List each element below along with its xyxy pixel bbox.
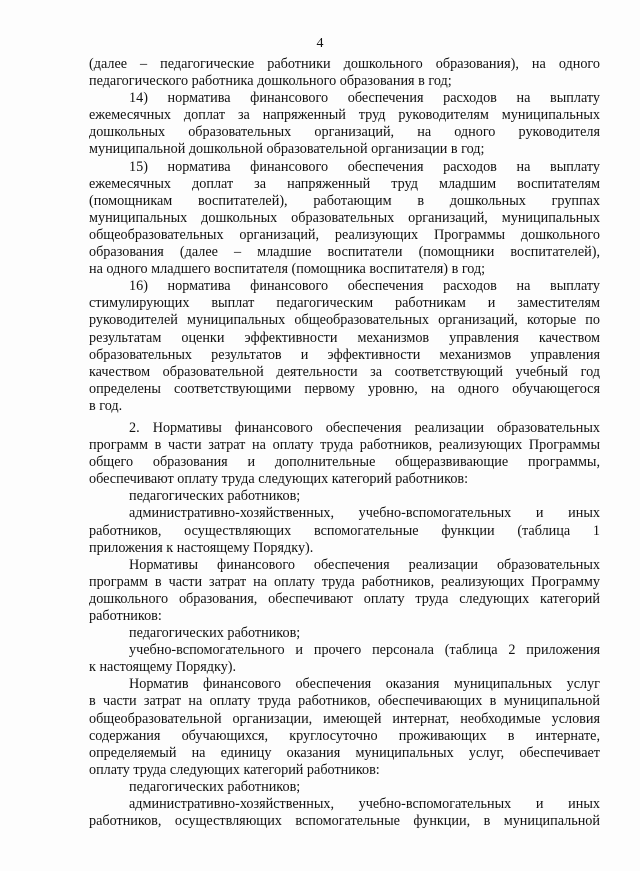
text-line: на одного младшего воспитателя (помощника воспитателя) в год; (89, 261, 486, 278)
text-line: стимулирующих выплат педагогическим работникам и заместителям (89, 295, 600, 312)
text-line: педагогических работников; (129, 778, 301, 795)
text-line: учебно-вспомогательного и прочего персонала (таблица 2 приложения (129, 642, 600, 659)
text-line: образовательных результатов и эффективности механизмов управления (89, 346, 600, 363)
text-line: общеобразовательной организации, имеющей интернат, необходимые условия (89, 710, 600, 727)
text-line: педагогического работника дошкольного образования в год; (89, 73, 452, 90)
text-line: 2. Нормативы финансового обеспечения реализации образовательных (129, 419, 600, 436)
text-line: в части затрат на оплату труда работников, обеспечивающих в муниципальной (89, 693, 600, 710)
text-line: Норматив финансового обеспечения оказания муниципальных услуг (129, 676, 600, 693)
text-line: общеобразовательных организаций, реализующих Программы дошкольного (89, 226, 600, 243)
text-line: обеспечивают оплату труда следующих категорий работников: (89, 471, 469, 488)
text-line: работников, осуществляющих вспомогательные функции, в муниципальной (89, 813, 600, 830)
text-line: программ в части затрат на оплату труда работников, реализующих Программу (89, 573, 600, 590)
text-line: приложения к настоящему Порядку). (89, 539, 314, 556)
text-line: оплату труда следующих категорий работников: (89, 761, 380, 778)
text-line: содержания обучающихся, круглосуточно проживающих в интернате, (89, 727, 600, 744)
text-line: определены соответствующими первому уровню, на одного обучающегося (89, 380, 600, 397)
text-line: педагогических работников; (129, 625, 301, 642)
text-line: административно-хозяйственных, учебно-вспомогательных и иных (129, 505, 600, 522)
text-line: качеством образовательной деятельности за соответствующий учебный год (89, 363, 600, 380)
text-line: дошкольного образования, обеспечивают оплату труда следующих категорий (89, 590, 600, 607)
text-line: муниципальных дошкольных образовательных организаций, муниципальных (89, 209, 600, 226)
text-line: работников, осуществляющих вспомогательные функции (таблица 1 (89, 522, 600, 539)
text-line: (далее – педагогические работники дошкольного образования), на одного (89, 56, 600, 72)
text-line: программ в части затрат на оплату труда работников, реализующих Программы (89, 437, 600, 454)
text-line: общего образования и дополнительные общеразвивающие программы, (89, 454, 600, 471)
text-line: определяемый на единицу оказания муниципальных услуг, обеспечивает (89, 744, 600, 761)
text-line: руководителей муниципальных общеобразовательных организаций, которые по (89, 312, 600, 329)
text-line: 14) норматива финансового обеспечения расходов на выплату (129, 90, 600, 107)
text-line: ежемесячных доплат за напряженный труд руководителям муниципальных (89, 107, 600, 124)
text-line: (помощникам воспитателей), работающим в дошкольных группах (89, 192, 600, 209)
text-line: образования (далее – младшие воспитатели (помощники воспитателей), (89, 244, 600, 261)
text-line: педагогических работников; (129, 488, 301, 505)
text-line: результатам оценки эффективности механизмов управления качеством (89, 329, 600, 346)
document-body (89, 56, 600, 830)
text-line: дошкольных образовательных организаций, на одного руководителя (89, 124, 600, 141)
text-line: муниципальной дошкольной образовательной организации в год; (89, 141, 485, 158)
text-line: ежемесячных доплат за напряженный труд младшим воспитателям (89, 175, 600, 192)
text-line: Нормативы финансового обеспечения реализации образовательных (129, 556, 600, 573)
text-line: 15) норматива финансового обеспечения расходов на выплату (129, 158, 600, 175)
page-number: 4 (316, 36, 324, 51)
text-line: административно-хозяйственных, учебно-вспомогательных и иных (129, 796, 600, 813)
text-line: к настоящему Порядку). (89, 659, 237, 676)
text-line: 16) норматива финансового обеспечения расходов на выплату (129, 278, 600, 295)
text-line: работников: (89, 608, 162, 624)
text-line: в год. (89, 397, 123, 414)
